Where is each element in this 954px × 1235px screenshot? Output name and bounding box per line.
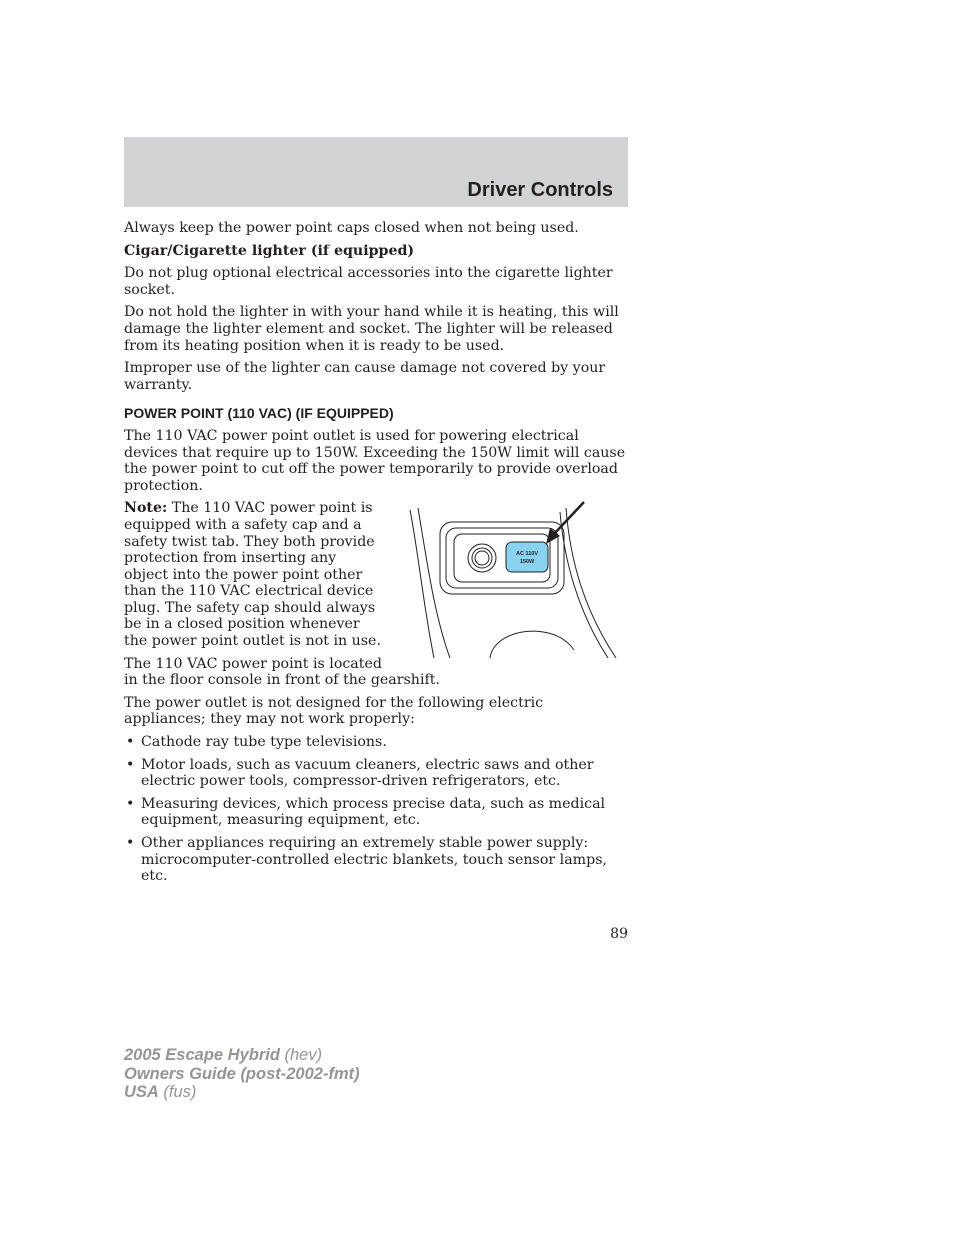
list-item: • Motor loads, such as vacuum cleaners, electric saws and other electric power tools, compressor-driven refrigerators, etc.: [126, 756, 594, 790]
footer-line-3: USA (fus): [124, 1083, 197, 1101]
paragraph-do-not-hold: Do not hold the lighter in with your hand while it is heating, this will damage the lighter element and socket. The lighter will be released from its heating position when it is ready to be used.: [124, 304, 619, 354]
console-outlet-drawing: [394, 500, 644, 660]
note-text: The 110 VAC power point is equipped with a safety cap and a safety twist tab. They both provide protection from inserting any object into the power point other than the 110 VAC electrical device plug. The safety cap should always be in a closed position whenever the power point outlet is not in use.: [124, 500, 381, 650]
note-label: Note:: [124, 500, 168, 517]
paragraph-location: The 110 VAC power point is located in the floor console in front of the gearshift.: [124, 655, 440, 689]
section-title: Driver Controls: [467, 179, 613, 201]
paragraph-no-accessories: Do not plug optional electrical accessories into the cigarette lighter socket.: [124, 265, 613, 298]
appliance-list: [124, 734, 628, 885]
list-item: • Measuring devices, which process precise data, such as medical equipment, measuring equipment, etc.: [126, 795, 606, 829]
list-item: • Other appliances requiring an extremely stable power supply: microcomputer-controlled electric blankets, touch sensor lamps, etc.: [126, 835, 607, 885]
list-item: • Cathode ray tube type televisions.: [126, 734, 387, 751]
paragraph-not-designed: The power outlet is not designed for the following electric appliances; they may not work properly:: [124, 694, 544, 728]
lighter-heading: Cigar/Cigarette lighter (if equipped): [124, 242, 415, 259]
power-point-heading: POWER POINT (110 VAC) (IF EQUIPPED): [124, 405, 394, 422]
pointer-arrow-icon: [546, 502, 584, 544]
document-footer: [124, 1046, 360, 1102]
paragraph-improper-use: Improper use of the lighter can cause damage not covered by your warranty.: [124, 360, 606, 393]
paragraph-power-point-intro: The 110 VAC power point outlet is used for powering electrical devices that require up to 150W. Exceeding the 150W limit will cause the power point to cut off the power temporarily to provide overload protection.: [124, 427, 626, 494]
outlet-label-line1: AC 110V: [515, 551, 539, 558]
ac-outlet-cap: [506, 542, 548, 572]
outlet-label-line2: 150W: [519, 559, 535, 566]
footer-line-2: Owners Guide (post-2002-fmt): [124, 1064, 360, 1083]
section-header-band: [124, 137, 628, 207]
footer-line-1: 2005 Escape Hybrid (hev): [124, 1046, 323, 1064]
power-point-illustration: [394, 500, 644, 660]
page-content: [124, 220, 628, 891]
paragraph-caps-closed: Always keep the power point caps closed when not being used.: [124, 220, 579, 236]
page-number: 89: [610, 926, 628, 942]
